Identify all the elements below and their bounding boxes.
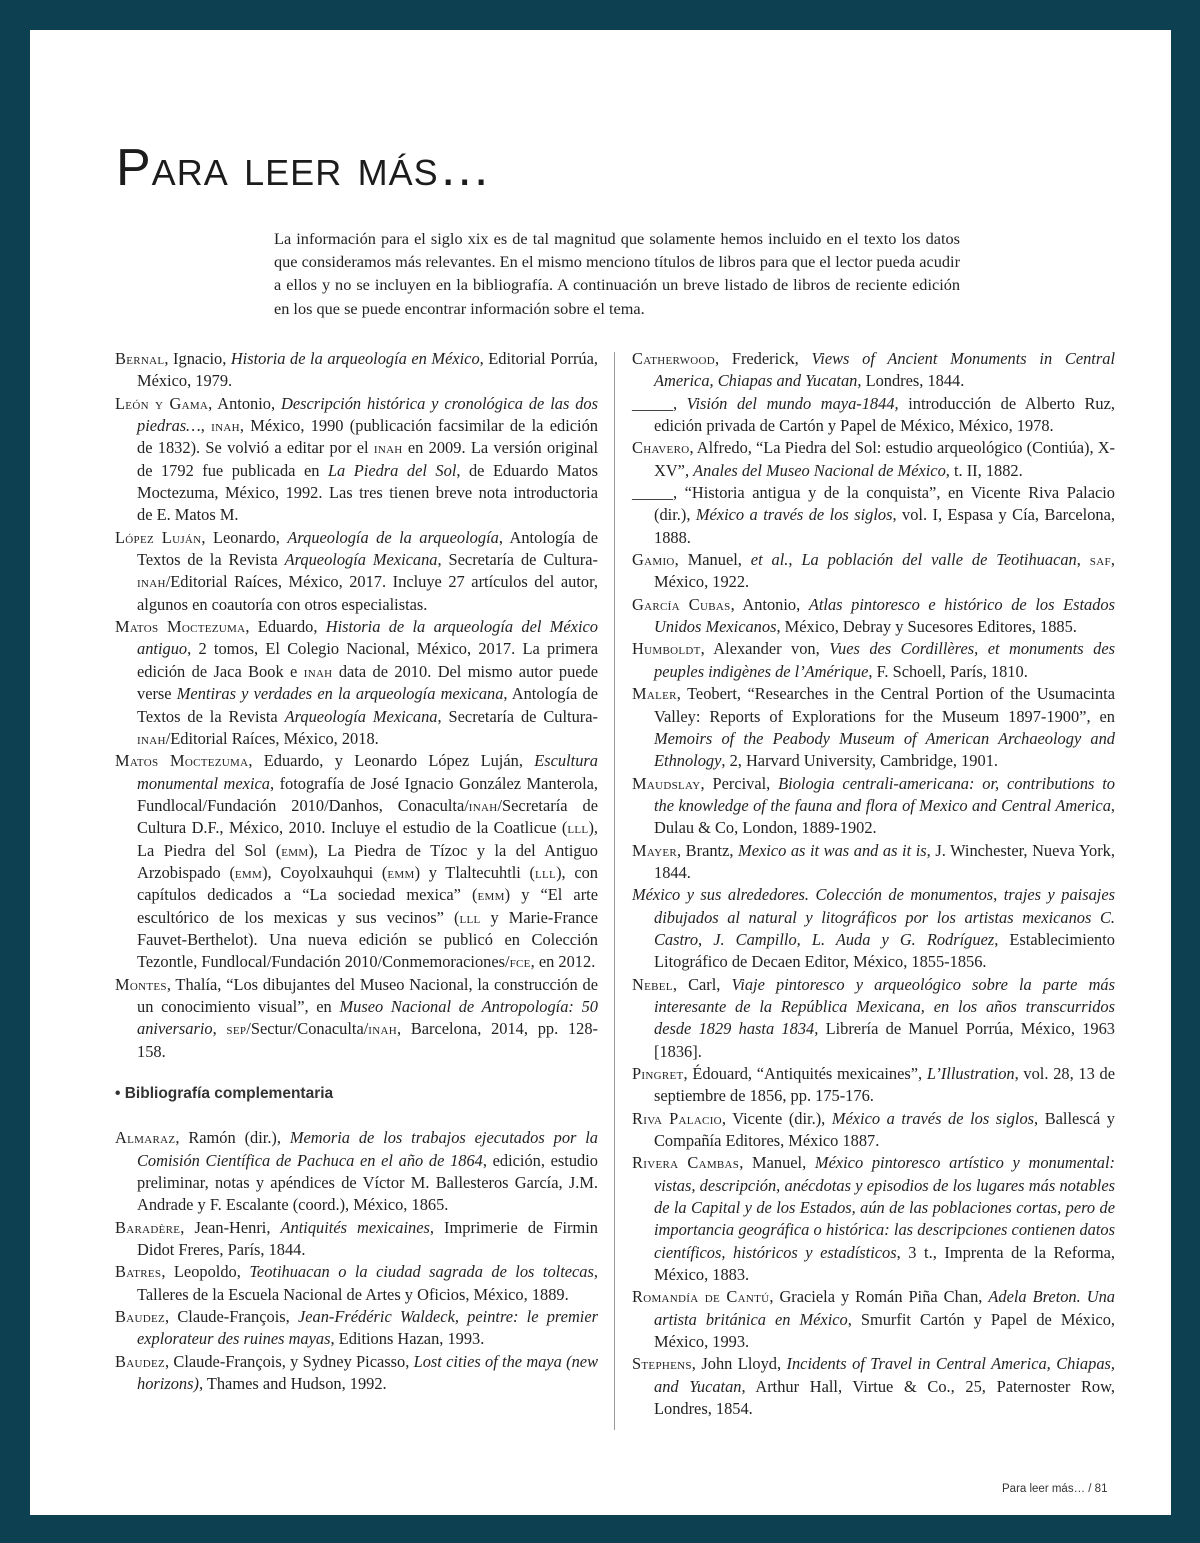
entry-segment: /Sectur/Conaculta/ (246, 1019, 369, 1039)
bibliography-entry (632, 683, 1115, 772)
entry-segment: inah (211, 416, 240, 436)
entry-segment: Chavero (632, 438, 690, 458)
bibliography-entry (115, 527, 598, 616)
entry-segment: , Alexander von, (700, 639, 830, 659)
entry-segment: Adela Breton. Una artista británica en México (654, 1287, 1115, 1329)
bibliography-entry (632, 482, 1115, 549)
entry-segment: Historia de la arqueología en México (230, 349, 480, 368)
entry-segment: , 3 t., Imprenta de la Reforma, México, 1883. (654, 1242, 1115, 1285)
entry-segment: , Imprimerie de Firmin Didot Freres, París, 1844. (137, 1217, 598, 1260)
bibliography-entry (115, 1351, 598, 1396)
entry-segment: ) y Tlaltecuhtli ( (414, 862, 536, 882)
entry-segment: lll (459, 907, 481, 927)
bibliography-entry (632, 393, 1115, 438)
entry-segment: Matos Moctezuma (115, 751, 249, 771)
entry-segment: data de 2010. Del mismo autor puede verse (137, 661, 599, 704)
entry-segment: , Claude-François, (165, 1307, 298, 1327)
entry-segment: , Eduardo, (245, 617, 326, 637)
entry-segment: inah (303, 661, 333, 681)
entry-segment: Descripción histórica y cronológica de las dos piedras… (137, 393, 598, 436)
entry-segment: , vol. I, Espasa y Cía, Barcelona, 1888. (654, 505, 1115, 547)
bibliography-entry (115, 1217, 598, 1262)
entry-segment: , Thames and Hudson, 1992. (198, 1374, 387, 1394)
entry-segment: inah (373, 438, 403, 458)
entry-segment: introducción de Alberto Ruz, edición privada de Cartón y Papel de México, México, 1978. (654, 393, 1115, 436)
entry-segment: México a través de los siglos (695, 505, 893, 525)
entry-segment: Historia de la arqueología del México antiguo (137, 617, 598, 659)
entry-segment: , Secretaría de Cultura- (437, 706, 598, 726)
entry-segment: , 2, Harvard University, Cambridge, 1901. (721, 751, 998, 771)
entry-segment: Nebel (632, 974, 673, 994)
page (30, 30, 1171, 1515)
bibliography-entry (632, 1152, 1115, 1286)
entry-segment: Baudez (115, 1351, 166, 1371)
entry-segment: ), Coyolxauhqui ( (262, 862, 388, 882)
entry-segment: Mentiras y verdades en la arqueología mexicana (176, 684, 504, 704)
entry-segment: Memoirs of the Peabody Museum of American Archaeology and Ethnology (654, 728, 1115, 771)
bibliography-entry (632, 773, 1115, 840)
entry-segment: , (212, 1019, 227, 1039)
entry-segment: , t. II, 1882. (945, 460, 1023, 480)
entry-segment: /Secretaría de Cultura D.F., México, 2010. Incluye el estudio de la Coatlicue ( (137, 795, 599, 838)
entry-segment: , Teobert, “Researches in the Central Portion of the Usumacinta Valley: Reports of Explorations for the Museum 1897-1900”, en (654, 684, 1115, 726)
entry-segment: /Editorial Raíces, México, 2017. Incluye 27 artículos del autor, algunos en coautoría con otros especialistas. (137, 572, 598, 614)
entry-segment: , vol. 28, 13 de septiembre de 1856, pp. 175-176. (654, 1064, 1115, 1106)
entry-segment: , Vicente (dir.), (721, 1108, 832, 1128)
entry-segment: , México, Debray y Sucesores Editores, 1885. (776, 617, 1077, 637)
entry-segment: , Leonardo, (201, 527, 288, 547)
entry-segment: Teotihuacan o la ciudad sagrada de los toltecas (249, 1262, 594, 1282)
entry-segment: Rivera Cambas (632, 1153, 740, 1173)
entry-segment: Viaje pintoresco y arqueológico sobre la parte más interesante de la República Mexicana, en los años transcurridos desde 1829 hasta 1834, (654, 974, 1115, 1039)
entry-segment: Batres (115, 1262, 162, 1282)
entry-segment: Humboldt (632, 639, 701, 659)
bibliography-entry (115, 974, 598, 1063)
entry-segment: , Thalía, “Los dibujantes del Museo Nacional, la construcción de un conocimiento visual”, en (137, 974, 598, 1016)
entry-segment: /Editorial Raíces, México, 2018. (165, 728, 379, 748)
entry-segment: Librería de Manuel Porrúa, México, 1963 [1836]. (654, 1019, 1115, 1061)
entry-segment: , Brantz, (677, 840, 739, 860)
entry-segment: La Piedra del Sol (327, 460, 457, 480)
entry-segment: en 2009. La versión original de 1792 fue publicada en (137, 438, 598, 480)
intro-paragraph: La información para el siglo xix es de tal magnitud que solamente hemos incluido en el texto los datos que consideramos más relevantes. En el mismo menciono títulos de libros para que el lector pueda acudir a ellos y no se incluyen en la bibliografía. A continuación un breve listado de libros de reciente edición en los que se puede encontrar información sobre el tema. (274, 229, 960, 318)
entry-segment: La población del valle de Teotihuacan (801, 550, 1077, 570)
entry-segment: López Luján (115, 527, 202, 547)
entry-segment: Memoria de los trabajos ejecutados por la Comisión Científica de Pachuca en el año de 1864 (137, 1128, 599, 1170)
entry-segment: Catherwood (632, 349, 715, 368)
entry-segment: ), con capítulos dedicados a “La sociedad mexica” ( (137, 862, 598, 905)
entry-segment: _____, (632, 393, 687, 413)
page-title: Para leer más… (116, 139, 492, 197)
entry-segment: León y Gama (115, 393, 209, 413)
bibliography-entry (632, 884, 1115, 973)
bibliography-entry (632, 549, 1115, 594)
entry-segment: , Graciela y Román Piña Chan, (769, 1287, 989, 1307)
entry-segment: , Establecimiento Litográfico de Decaen Editor, México, 1855-1856. (654, 929, 1115, 972)
entry-segment: Visión del mundo maya-1844, (686, 393, 899, 413)
entry-segment: ), La Piedra de Tízoc y la del Antiguo Arzobispado ( (137, 840, 598, 882)
entry-segment: sep (226, 1019, 247, 1039)
entry-segment: , Londres, 1844. (857, 371, 965, 391)
entry-segment: , fotografía de José Ignacio González Manterola, Fundlocal/Fundación 2010/Danhos, Conaculta/ (137, 773, 598, 815)
entry-segment: Jean-Frédéric Waldeck, peintre: le premier explorateur des ruines mayas (137, 1307, 598, 1349)
entry-segment: inah (368, 1019, 397, 1039)
bibliography-entry (632, 974, 1115, 1063)
entry-segment: Lost cities of the maya (new horizons) (137, 1351, 598, 1394)
entry-segment: ), La Piedra del Sol ( (137, 818, 598, 860)
entry-segment: México y sus alrededores. Colección de monumentos, trajes y paisajes dibujados al natural y litográficos por los artistas mexicanos C. Castro, J. Campillo, L. Auda y G. Rodríguez (632, 885, 1115, 949)
entry-segment: , Manuel, (739, 1153, 815, 1173)
bibliography-entry (115, 1127, 598, 1216)
entry-segment: , Ballescá y Compañía Editores, México 1887. (654, 1108, 1115, 1151)
bibliography-entry (115, 1306, 598, 1351)
bibliography-entry (632, 348, 1115, 393)
entry-segment: emm (477, 885, 505, 905)
entry-segment: , Ignacio, (164, 349, 231, 368)
entry-segment: Arqueología Mexicana (284, 706, 438, 726)
entry-segment: , Arthur Hall, Virtue & Co., 25, Paternoster Row, Londres, 1854. (654, 1376, 1115, 1419)
subheading-complementary: • Bibliografía complementaria (115, 1085, 334, 1102)
entry-segment: _____, “Historia antigua y de la conquista”, en Vicente Riva Palacio (dir.), (632, 483, 1115, 525)
entry-segment: Baudez (115, 1307, 166, 1327)
entry-segment: Maler (632, 684, 677, 704)
entry-segment: , Édouard, “Antiquités mexicaines”, (683, 1064, 927, 1083)
entry-segment: Pingret (632, 1064, 684, 1083)
entry-segment: , Carl, (672, 974, 732, 994)
entry-segment: saf (1089, 550, 1111, 570)
entry-segment: fce (509, 952, 531, 972)
bibliography-entry (632, 594, 1115, 639)
entry-segment: , Secretaría de Cultura- (437, 550, 598, 570)
entry-segment: , Claude-François, y Sydney Picasso, (165, 1351, 414, 1371)
entry-segment: , (788, 550, 802, 570)
entry-segment: Escultura monumental mexica (137, 751, 598, 793)
entry-segment: , Eduardo, y Leonardo López Luján, (248, 751, 535, 771)
entry-segment: Mexico as it was and as it is (738, 840, 927, 860)
entry-segment: et al. (750, 550, 789, 570)
entry-segment: ) y “El arte escultórico de los mexicas y sus vecinos” ( (137, 885, 598, 927)
entry-segment: México a través de los siglos (831, 1108, 1035, 1128)
bibliography-entry (115, 393, 598, 527)
entry-segment: México pintoresco artístico y monumental: vistas, descripción, anécdotas y episodios de los lugares más notables de la Capital y de los Estados, aún de las poblaciones cortas, pero de importancia geográfica o histórica: las descripciones contienen datos científicos, históricos y estadísticos (654, 1153, 1115, 1262)
entry-segment: lll (535, 862, 557, 882)
entry-segment: Almaraz (115, 1128, 176, 1148)
entry-segment: , Percival, (700, 773, 779, 793)
bibliography-entry (632, 1063, 1115, 1108)
entry-segment: Incidents of Travel in Central America, Chiapas, and Yucatan (654, 1354, 1115, 1396)
entry-segment: , F. Schoell, París, 1810. (868, 661, 1028, 681)
entry-segment: , Antonio, (730, 594, 809, 614)
bibliography-entry (632, 1108, 1115, 1153)
entry-segment: Stephens (632, 1354, 692, 1374)
entry-segment: , Manuel, (674, 550, 751, 570)
entry-segment: , Antología de Textos de la Revista (137, 684, 598, 726)
entry-segment: , de Eduardo Matos Moctezuma, México, 1992. Las tres tienen breve nota introductoria de E. Matos M. (137, 460, 598, 525)
entry-segment: , Editorial Porrúa, México, 1979. (137, 349, 598, 391)
entry-segment: Arqueología Mexicana (284, 550, 438, 570)
entry-segment: Atlas pintoresco e histórico de los Estados Unidos Mexicanos (654, 594, 1115, 637)
entry-segment: Anales del Museo Nacional de México (693, 460, 946, 480)
entry-segment: , 2 tomos, El Colegio Nacional, México, 2017. La primera edición de Jaca Book e (137, 639, 598, 681)
left-column (115, 348, 598, 1395)
entry-segment: Gamio (632, 550, 675, 570)
entry-segment: emm (387, 862, 415, 882)
entry-segment: García Cubas (632, 594, 731, 614)
page-footer: Para leer más… / 81 (1002, 1483, 1108, 1495)
bibliography-entry (115, 1261, 598, 1306)
entry-segment: Maudslay (632, 773, 701, 793)
entry-segment: Baradère (115, 1217, 181, 1237)
column-divider (614, 352, 615, 1430)
bibliography-entry (115, 750, 598, 973)
entry-segment: , (200, 416, 212, 436)
entry-segment: Montes (115, 974, 167, 994)
entry-segment: inah (468, 795, 498, 815)
bibliography-entry (632, 638, 1115, 683)
complementary-bibliography-list (115, 1127, 598, 1395)
bibliography-list-continued (632, 348, 1115, 1421)
right-column (632, 348, 1115, 1421)
bibliography-entry (632, 1353, 1115, 1420)
entry-segment: Arqueología de la arqueología (287, 527, 499, 547)
entry-segment: Matos Moctezuma (115, 617, 246, 637)
entry-segment: Romandía de Cantú (632, 1287, 770, 1307)
entry-segment: , México, 1990 (publicación facsimilar de la edición de 1832). Se volvió a editar por el (137, 416, 598, 458)
entry-segment: Vues des Cordillères, et monuments des peuples indigènes de l’Amérique (654, 639, 1115, 681)
entry-segment: , Frederick, (714, 349, 812, 368)
entry-segment: inah (137, 572, 166, 592)
entry-segment: Biologia centrali-americana: or, contributions to the knowledge of the fauna and flora of Mexico and Central America (654, 773, 1115, 815)
entry-segment: Views of Ancient Monuments in Central America, Chiapas and Yucatan (654, 349, 1115, 391)
entry-segment: , Antología de Textos de la Revista (137, 527, 598, 570)
entry-segment: , Talleres de la Escuela Nacional de Artes y Oficios, México, 1889. (137, 1262, 598, 1304)
entry-segment: Museo Nacional de Antropología: 50 aniversario (137, 996, 598, 1039)
bibliography-list (115, 348, 598, 1063)
entry-segment: Riva Palacio (632, 1108, 722, 1128)
bibliography-entry (632, 840, 1115, 885)
entry-segment: Antiquités mexicaines (280, 1217, 430, 1237)
entry-segment: , Jean-Henri, (180, 1217, 281, 1237)
entry-segment: , Leopoldo, (161, 1262, 250, 1282)
entry-segment: lll (567, 818, 589, 838)
bibliography-entry (632, 1286, 1115, 1353)
entry-segment: , en 2012. (530, 952, 596, 972)
entry-segment: , Smurfit Cartón y Papel de México, México, 1993. (654, 1309, 1116, 1352)
entry-segment: L’Illustration (926, 1064, 1015, 1083)
bibliography-entry (632, 437, 1115, 482)
entry-segment: , (1076, 550, 1090, 570)
bibliography-entry (115, 348, 598, 393)
bibliography-entry (115, 616, 598, 750)
entry-segment: , John Lloyd, (691, 1354, 787, 1374)
entry-segment: , Barcelona, 2014, pp. 128-158. (137, 1019, 598, 1061)
entry-segment: , Dulau & Co, London, 1889-1902. (654, 795, 1115, 838)
entry-segment: , Alfredo, “La Piedra del Sol: estudio arqueológico (Contiúa), X-XV”, (654, 438, 1115, 480)
entry-segment: Mayer (632, 840, 678, 860)
entry-segment: emm (281, 840, 309, 860)
entry-segment: , México, 1922. (654, 550, 1115, 592)
entry-segment: , Antonio, (208, 393, 281, 413)
entry-segment: y Marie-France Fauvet-Berthelot). Una nueva edición se publicó en Colección Tezontle, Fundlocal/Fundación 2010/Conmemoraciones/ (137, 907, 598, 972)
entry-segment: , edición, estudio preliminar, notas y apéndices de Víctor M. Ballesteros García, J.M. Andrade y F. Escalante (coord.), México, 1865. (137, 1150, 599, 1215)
entry-segment: , J. Winchester, Nueva York, 1844. (654, 840, 1115, 882)
entry-segment: , Ramón (dir.), (175, 1128, 290, 1148)
entry-segment: , Editions Hazan, 1993. (330, 1329, 485, 1349)
entry-segment: inah (137, 728, 166, 748)
entry-segment: Bernal (115, 349, 165, 368)
entry-segment: emm (234, 862, 263, 882)
